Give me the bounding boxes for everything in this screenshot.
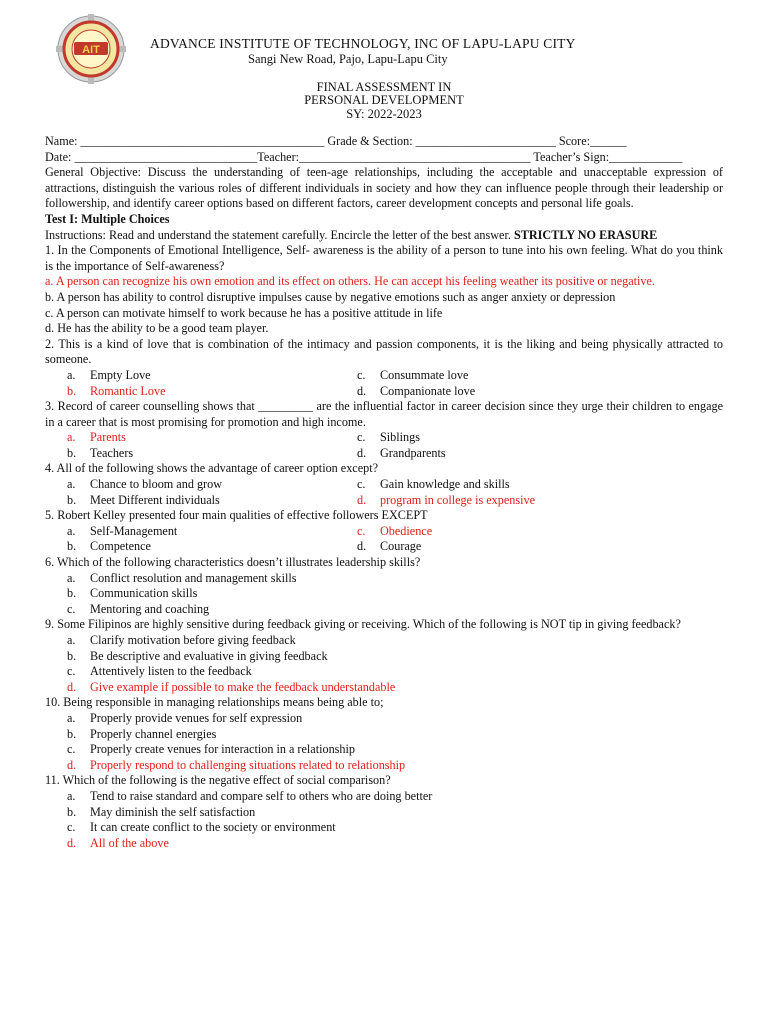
- option-text: Clarify motivation before giving feedback: [90, 633, 296, 647]
- option-letter: d.: [357, 492, 367, 507]
- question-2-option-a[interactable]: [67, 368, 357, 384]
- option-letter: a.: [67, 788, 76, 803]
- option-letter: c.: [357, 430, 366, 445]
- question-6: 6. Which of the following characteristics doesn’t illustrates leadership skills?: [45, 555, 421, 570]
- option-text: Romantic Love: [90, 383, 166, 398]
- option-letter: b.: [67, 804, 77, 819]
- option-letter: b.: [67, 539, 77, 554]
- question-10-option-c[interactable]: [67, 742, 723, 758]
- option-letter: a.: [67, 710, 76, 725]
- question-1-option-c[interactable]: c. A person can motivate himself to work because he has a positive attitude in life: [45, 305, 443, 320]
- question-4-option-b[interactable]: [67, 493, 357, 509]
- option-letter: c.: [67, 820, 76, 835]
- question-11: 11. Which of the following is the negative effect of social comparison?: [45, 773, 391, 788]
- question-4-option-c[interactable]: [357, 477, 727, 493]
- question-11-option-d[interactable]: [67, 836, 723, 852]
- question-11-options: [45, 789, 723, 851]
- option-text: Communication skills: [90, 586, 198, 601]
- option-text: Chance to bloom and grow: [90, 477, 223, 492]
- question-1: 1. In the Components of Emotional Intelligence, Self- awareness is the ability of a person to tune into his own feeling. What do you think is the importance of Self-awareness?: [45, 243, 723, 273]
- question-1-option-b[interactable]: b. A person has ability to control disruptive impulses cause by negative emotions such as anger anxiety or depression: [45, 289, 616, 304]
- question-11-option-c[interactable]: [67, 820, 723, 836]
- option-letter: c.: [357, 477, 366, 492]
- question-3-options: [45, 430, 723, 461]
- question-1-option-a[interactable]: a. A person can recognize his own emotion and its effect on others. He can accept his feeling weather its positive or negative.: [45, 274, 655, 289]
- exam-title-line2: PERSONAL DEVELOPMENT: [304, 93, 464, 107]
- option-letter: c.: [357, 523, 366, 538]
- question-4-option-a[interactable]: [67, 477, 357, 493]
- question-5-option-b[interactable]: [67, 539, 357, 555]
- question-10-options: [45, 711, 723, 773]
- school-year: SY: 2022-2023: [346, 107, 422, 121]
- question-5-option-a[interactable]: [67, 524, 357, 540]
- question-10-option-a[interactable]: [67, 711, 723, 727]
- instructions: Instructions: Read and understand the statement carefully. Encircle the letter of the best answer. STRICTLY NO ERASURE: [45, 227, 658, 242]
- question-3: 3. Record of career counselling shows that _________ are the influential factor in career decision since they urge their children to engage in a career that is most promising for promotion and high income.: [45, 399, 723, 429]
- option-text: Teachers: [90, 445, 134, 460]
- option-text: Tend to raise standard and compare self to others who are doing better: [90, 788, 433, 803]
- option-text: Meet Different individuals: [90, 492, 220, 507]
- option-text: All of the above: [90, 835, 169, 850]
- option-letter: a.: [67, 523, 76, 538]
- question-2-option-c[interactable]: [357, 368, 727, 384]
- option-text: program in college is expensive: [380, 492, 536, 507]
- option-text: Mentoring and coaching: [90, 601, 210, 616]
- option-text: Properly channel energies: [90, 726, 217, 741]
- option-text: Give example if possible to make the feedback understandable: [90, 679, 396, 694]
- option-text: Properly provide venues for self expression: [90, 710, 303, 725]
- option-letter: c.: [357, 367, 366, 382]
- option-text: Consummate love: [380, 367, 469, 382]
- question-9-option-c[interactable]: [67, 664, 723, 680]
- question-3-option-a[interactable]: [67, 430, 357, 446]
- institution-address: Sangi New Road, Pajo, Lapu-Lapu City: [248, 52, 448, 66]
- option-letter: d.: [357, 383, 367, 398]
- question-10-option-d[interactable]: [67, 758, 723, 774]
- question-3-option-b[interactable]: [67, 446, 357, 462]
- option-letter: d.: [67, 835, 77, 850]
- option-letter: a.: [67, 477, 76, 492]
- question-5: 5. Robert Kelley presented four main qualities of effective followers EXCEPT: [45, 508, 428, 523]
- question-4: 4. All of the following shows the advantage of career option except?: [45, 461, 379, 476]
- exam-body: [45, 134, 723, 851]
- question-6-option-c[interactable]: [67, 602, 723, 618]
- option-text: Courage: [380, 539, 422, 554]
- date-field-line[interactable]: Date: ______________________________Teacher:______________________________________ Teacher’s Sign:____________: [45, 149, 683, 164]
- question-5-option-c[interactable]: [357, 524, 727, 540]
- question-11-option-b[interactable]: [67, 805, 723, 821]
- institution-name: ADVANCE INSTITUTE OF TECHNOLOGY, INC OF LAPU-LAPU CITY: [150, 36, 576, 51]
- question-2-option-d[interactable]: [357, 384, 727, 400]
- exam-title-line1: FINAL ASSESSMENT IN: [316, 80, 452, 94]
- question-9: 9. Some Filipinos are highly sensitive during feedback giving or receiving. Which of the following is NOT tip in giving feedback?: [45, 617, 681, 632]
- option-letter: a.: [67, 367, 76, 382]
- option-letter: c.: [67, 664, 76, 679]
- question-2-option-b[interactable]: [67, 384, 357, 400]
- name-field-line[interactable]: Name: ________________________________________ Grade & Section: _______________________ Score:______: [45, 134, 627, 148]
- option-text: Gain knowledge and skills: [380, 477, 510, 492]
- option-text: Be descriptive and evaluative in giving feedback: [90, 648, 328, 663]
- question-1-option-d[interactable]: d. He has the ability to be a good team player.: [45, 321, 269, 336]
- question-4-options: [45, 477, 723, 508]
- option-letter: b.: [67, 586, 77, 601]
- option-text: Self-Management: [90, 523, 178, 538]
- question-3-option-c[interactable]: [357, 430, 727, 446]
- option-letter: a.: [67, 633, 76, 647]
- question-6-options: [45, 571, 723, 618]
- option-letter: a.: [67, 430, 76, 445]
- question-6-option-a[interactable]: [67, 571, 723, 587]
- option-text: Conflict resolution and management skills: [90, 570, 297, 585]
- question-3-option-d[interactable]: [357, 446, 727, 462]
- option-text: Companionate love: [380, 383, 476, 398]
- option-letter: c.: [67, 601, 76, 616]
- option-letter: d.: [67, 757, 77, 772]
- option-letter: d.: [357, 539, 367, 554]
- general-objective: General Objective: Discuss the understanding of teen-age relationships, including the acceptable and unacceptable expression of attractions, distinguish the various roles of different individuals in society and how they can influence people through their leadership or followership, and identify career options based on different factors, career development concepts and personal life goals.: [45, 165, 723, 211]
- option-text: It can create conflict to the society or environment: [90, 820, 336, 835]
- option-text: Competence: [90, 539, 151, 554]
- option-letter: b.: [67, 648, 77, 663]
- institute-logo: [42, 14, 142, 84]
- question-5-options: [45, 524, 723, 555]
- question-2-options: [45, 368, 723, 399]
- option-letter: b.: [67, 726, 77, 741]
- question-9-option-d[interactable]: [67, 680, 723, 696]
- option-text: Attentively listen to the feedback: [90, 664, 252, 679]
- option-text: Parents: [90, 430, 126, 445]
- option-text: Grandparents: [380, 445, 446, 460]
- question-4-option-d[interactable]: [357, 493, 727, 509]
- option-text: Properly respond to challenging situations related to relationship: [90, 757, 406, 772]
- question-10-option-b[interactable]: [67, 727, 723, 743]
- option-letter: b.: [67, 383, 77, 398]
- question-9-option-b[interactable]: [67, 649, 723, 665]
- option-letter: b.: [67, 492, 77, 507]
- option-letter: a.: [67, 570, 76, 585]
- option-text: Properly create venues for interaction in a relationship: [90, 742, 355, 757]
- option-text: Siblings: [380, 430, 420, 445]
- question-2: 2. This is a kind of love that is combination of the intimacy and passion components, it is the liking and being physically attracted to someone.: [45, 336, 723, 367]
- option-text: Obedience: [380, 523, 433, 538]
- option-letter: c.: [67, 742, 76, 757]
- question-11-option-a[interactable]: [67, 789, 723, 805]
- option-letter: b.: [67, 445, 77, 460]
- question-9-options: [45, 633, 723, 695]
- question-10: 10. Being responsible in managing relationships means being able to;: [45, 695, 384, 710]
- question-6-option-b[interactable]: [67, 586, 723, 602]
- option-letter: d.: [357, 445, 367, 460]
- option-letter: d.: [67, 679, 77, 694]
- question-5-option-d[interactable]: [357, 539, 727, 555]
- option-text: Empty Love: [90, 367, 151, 382]
- option-text: May diminish the self satisfaction: [90, 804, 256, 819]
- svg-text:AIT: AIT: [82, 44, 100, 56]
- question-9-option-a[interactable]: [67, 633, 723, 649]
- test-title: Test I: Multiple Choices: [45, 211, 170, 226]
